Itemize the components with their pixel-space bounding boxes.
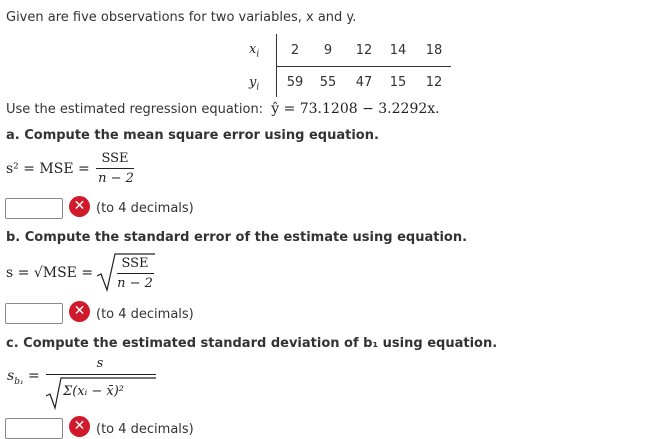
part-a-lhs: s² = MSE = — [6, 161, 90, 177]
part-a-fraction-bar — [96, 168, 134, 169]
table-horizontal-divider — [276, 66, 451, 67]
part-c-denominator: Σ(xᵢ − x̄)² — [63, 384, 124, 399]
part-b-hint: (to 4 decimals) — [96, 307, 194, 322]
x-value: 14 — [389, 43, 407, 58]
part-a-hint: (to 4 decimals) — [96, 201, 194, 216]
part-b-prompt: b. Compute the standard error of the estimate using equation. — [6, 230, 468, 245]
regression-equation-line — [6, 101, 440, 117]
y-row-label: $y_i$ — [249, 75, 260, 93]
y-value: 15 — [389, 75, 407, 90]
part-c-prompt: c. Compute the estimated standard deviation of b₁ using equation. — [6, 336, 498, 351]
part-c-numerator: s — [96, 356, 104, 371]
x-circle-icon: ✕ — [69, 301, 90, 322]
x-value: 2 — [290, 43, 300, 58]
part-b-numerator: SSE — [121, 256, 149, 271]
x-circle-icon: ✕ — [69, 416, 90, 437]
part-b-denominator: n − 2 — [117, 276, 153, 291]
x-row-label: $x_i$ — [249, 42, 260, 60]
regression-equation: ŷ = 73.1208 − 3.2292x. — [271, 101, 440, 117]
part-c-answer-input[interactable] — [5, 418, 63, 439]
part-a-denominator: n − 2 — [98, 171, 134, 186]
x-value: 9 — [323, 43, 333, 58]
part-a-numerator: SSE — [101, 151, 129, 166]
x-value: 12 — [355, 43, 373, 58]
x-circle-icon: ✕ — [69, 196, 90, 217]
equation-intro: Use the estimated regression equation: — [6, 102, 264, 117]
part-b-lhs: s = √MSE = — [6, 265, 94, 281]
equals-sign: = — [28, 368, 40, 384]
part-c-hint: (to 4 decimals) — [96, 422, 194, 437]
part-a-prompt: a. Compute the mean square error using equation. — [6, 128, 379, 143]
part-b-answer-input[interactable] — [5, 303, 63, 324]
x-value: 18 — [425, 43, 443, 58]
y-value: 12 — [425, 75, 443, 90]
y-value: 47 — [355, 75, 373, 90]
part-a-answer-input[interactable] — [5, 198, 63, 219]
y-value: 59 — [286, 75, 304, 90]
part-c-lhs: $s_{b_1}$ — [7, 368, 24, 387]
y-value: 55 — [319, 75, 337, 90]
part-b-fraction-bar — [117, 273, 154, 274]
intro-text: Given are five observations for two variables, x and y. — [6, 10, 357, 25]
